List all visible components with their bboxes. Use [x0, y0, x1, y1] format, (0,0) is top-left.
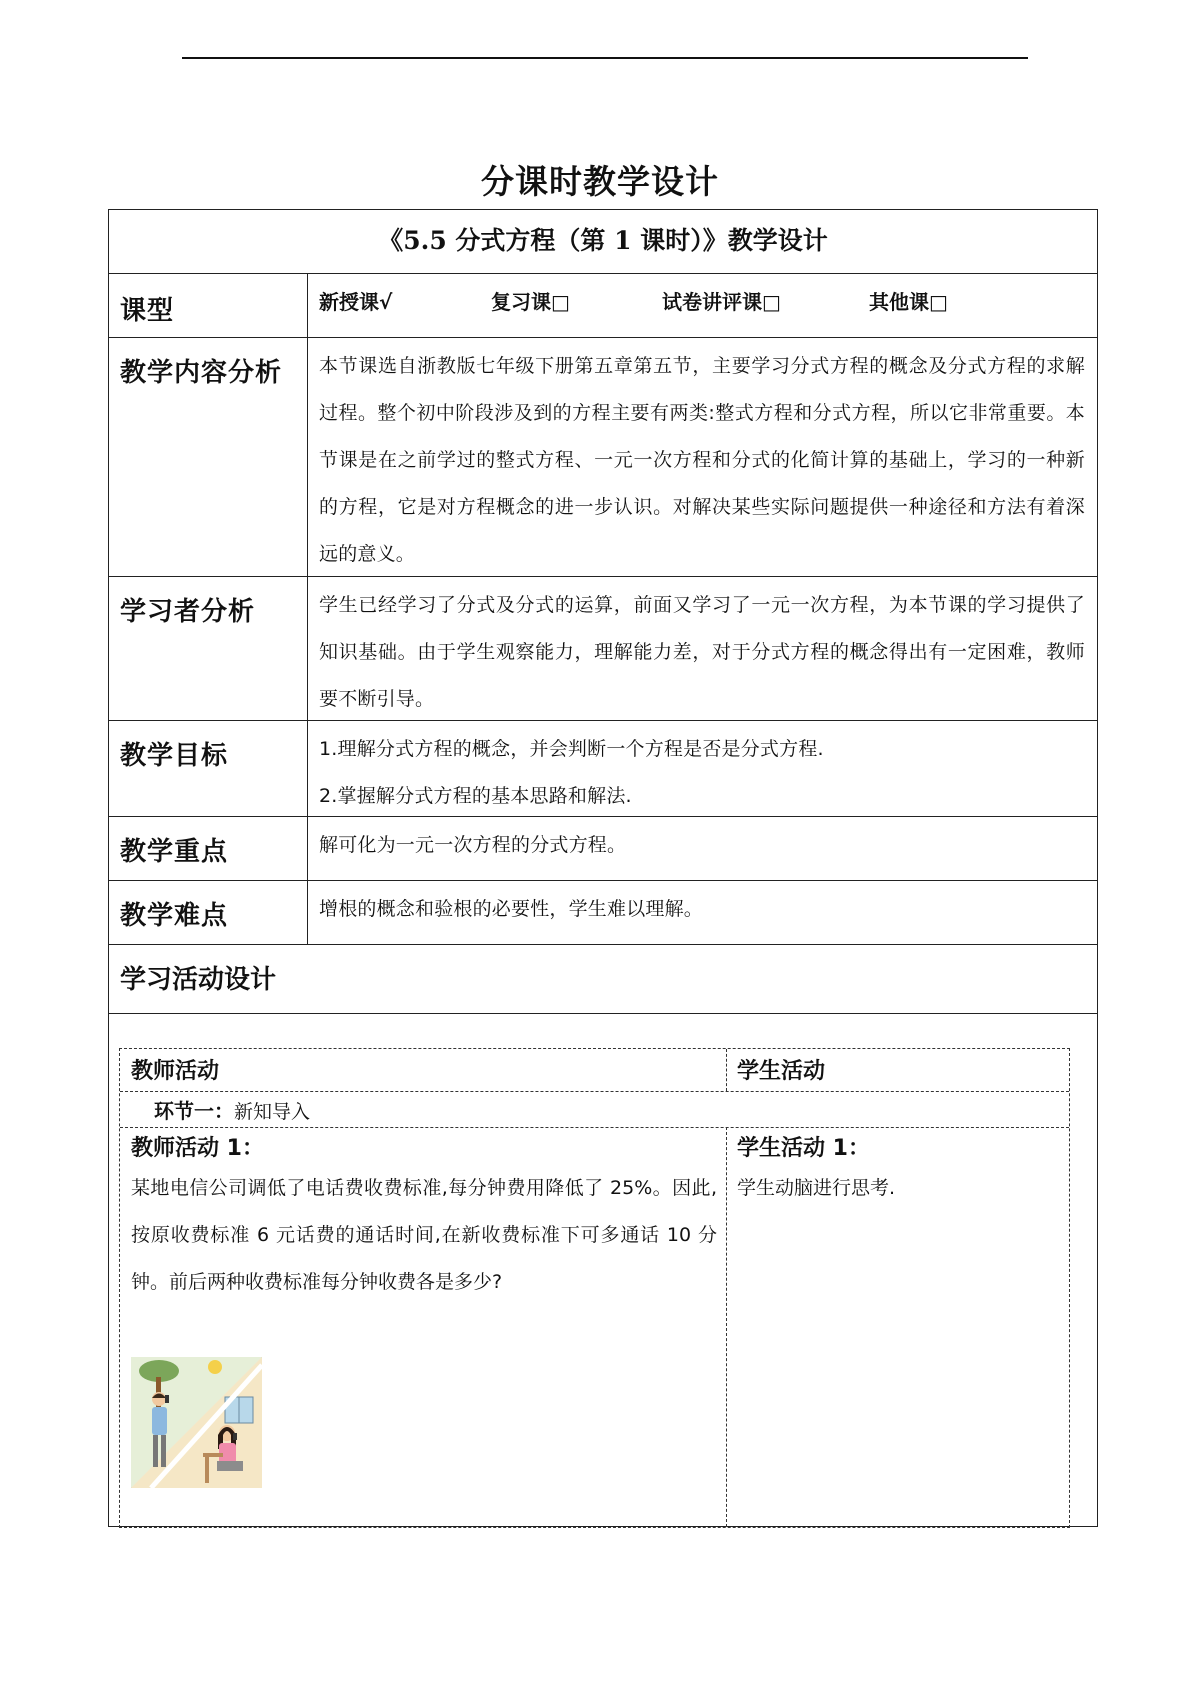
learner-analysis-row — [109, 577, 1097, 721]
activity-table — [119, 1048, 1070, 1528]
teaching-goals-label: 教学目标 — [109, 721, 308, 816]
segment-label: 环节一： — [154, 1099, 234, 1123]
course-type-label: 课型 — [109, 274, 308, 337]
course-type-option-other: 其他课□ — [869, 290, 948, 314]
activity-design-row — [109, 945, 1097, 1014]
content-analysis-label: 教学内容分析 — [109, 338, 308, 576]
activity-design-label: 学习活动设计 — [120, 965, 277, 995]
segment-name: 新知导入 — [234, 1101, 311, 1123]
course-type-row — [109, 274, 1097, 338]
activity-column-divider — [726, 1049, 727, 1091]
teaching-goals-row — [109, 721, 1097, 817]
phone-call-illustration — [131, 1357, 262, 1488]
learner-analysis-text: 学生已经学习了分式及分式的运算，前面又学习了一元一次方程，为本节课的学习提供了知识基础。由于学生观察能力，理解能力差，对于分式方程的概念得出有一定困难，教师要不断引导。 — [319, 594, 1085, 710]
difficulties-label: 教学难点 — [109, 881, 308, 944]
course-type-option-exam-review: 试卷讲评课□ — [662, 290, 781, 314]
course-type-option-review: 复习课□ — [491, 290, 570, 314]
content-analysis-row — [109, 338, 1097, 577]
difficulties-text: 增根的概念和验根的必要性，学生难以理解。 — [319, 898, 704, 920]
lesson-title-row — [109, 210, 1097, 274]
key-points-row — [109, 817, 1097, 881]
activity-area — [109, 1014, 1097, 1526]
activity-divider — [120, 1091, 1069, 1092]
teaching-goals-list — [308, 721, 1097, 816]
learner-analysis-label: 学习者分析 — [109, 577, 308, 720]
page-title: 分课时教学设计 — [481, 162, 719, 201]
header-rule — [182, 57, 1028, 59]
teacher-activity-title: 教师活动 1： — [131, 1136, 264, 1161]
difficulties-row — [109, 881, 1097, 945]
teacher-activity-header: 教师活动 — [131, 1059, 220, 1084]
key-points-text: 解可化为一元一次方程的分式方程。 — [319, 834, 627, 856]
student-activity-text: 学生动脑进行思考. — [737, 1177, 896, 1199]
activity-divider — [120, 1127, 1069, 1128]
key-points-label: 教学重点 — [109, 817, 308, 880]
student-activity-header: 学生活动 — [737, 1059, 826, 1084]
teaching-goal-item: 2.掌握解分式方程的基本思路和解法. — [319, 785, 632, 807]
lesson-title: 《5.5 分式方程（第 1 课时）》教学设计 — [378, 226, 828, 255]
segment-heading — [154, 1095, 310, 1124]
teacher-activity-text: 某地电信公司调低了电话费收费标准,每分钟费用降低了 25%。因此,按原收费标准 6 元话费的通话时间,在新收费标准下可多通话 10 分钟。前后两种收费标准每分钟收费各是多少? — [131, 1177, 717, 1293]
course-type-option-new: 新授课√ — [319, 290, 393, 314]
activity-column-divider — [726, 1127, 727, 1527]
student-activity-title: 学生活动 1： — [737, 1136, 870, 1161]
lesson-design-table — [108, 209, 1098, 1527]
teaching-goal-item: 1.理解分式方程的概念，并会判断一个方程是否是分式方程. — [319, 738, 824, 760]
content-analysis-text: 本节课选自浙教版七年级下册第五章第五节，主要学习分式方程的概念及分式方程的求解过程。整个初中阶段涉及到的方程主要有两类:整式方程和分式方程，所以它非常重要。本节课是在之前学过的整式方程、一元一次方程和分式的化简计算的基础上，学习的一种新的方程，它是对方程概念的进一步认识。对解决某些实际问题提供一种途径和方法有着深远的意义。 — [319, 355, 1085, 565]
